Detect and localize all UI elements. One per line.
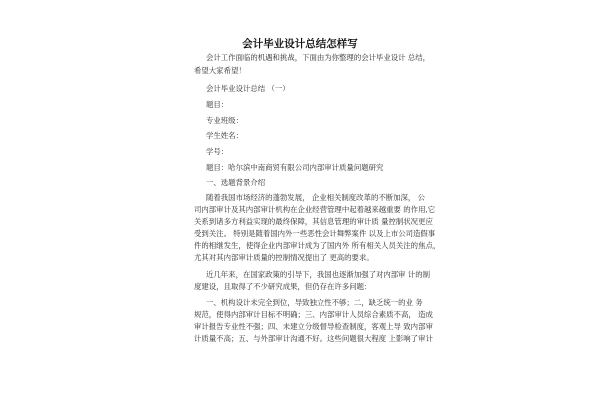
- section-heading: 会计毕业设计总结 （一）: [206, 84, 290, 93]
- field-student-name: 学生姓名：: [206, 131, 243, 140]
- paragraph-line: 近几年来，在国家政策的引导下，我国也逐渐加强了对内部审 计的制: [206, 270, 431, 279]
- paragraph-line: 计质量不高；五、与外部审计沟通不好。这些问题很大程度 上影响了审计: [194, 334, 433, 343]
- paragraph-line: 关系到诸多方利益实现的最终保障，其信息管理的审计质 量控制状况更应: [194, 217, 433, 226]
- field-class: 专业班级：: [206, 116, 243, 125]
- paragraph-line: 随着我国市场经济的蓬勃发展， 企业相关制度改革的不断加深， 公: [206, 193, 426, 202]
- paragraph-line: 规范，使得内部审计目标不明确；三、内部审计人员综合素质不高， 造成: [194, 310, 433, 319]
- document-title: 会计毕业设计总结怎样写: [242, 38, 358, 50]
- paragraph-line: 审计报告专业性不强；四、未建立分级督导检查制度，客观上导 致内部审: [194, 322, 433, 331]
- paragraph-line: 尤其对其内部审计质量的控制情况提出了 更高的要求。: [194, 253, 374, 262]
- intro-line-2: 希望大家希望！: [194, 66, 246, 75]
- intro-line-1: 会计工作面临的机遇和挑战，下面由为你整理的会计毕业设计 总结，: [206, 53, 431, 62]
- subheading-background: 一、选题背景介绍: [206, 178, 266, 187]
- paragraph-line: 件的相继发生，使得企业内部审计成为了国内外 所有相关人员关注的焦点，: [194, 241, 441, 250]
- paragraph-line: 司内部审计及其内部审计机构在企业经营管理中起着越来越重要 的作用,它: [194, 205, 436, 214]
- field-student-id: 学号：: [206, 147, 229, 156]
- paragraph-line: 度建设，且取得了不少研究成果，但仍存在许多问题：: [194, 282, 372, 291]
- paragraph-line: 一、机构设计未完全到位，导致独立性不够；二，缺乏统一的业 务: [206, 298, 423, 307]
- paragraph-line: 受到关注。 特别是随着国内外一些恶性会计舞弊案件 以及上市公司造假事: [194, 229, 436, 238]
- field-topic: 题目：: [206, 100, 229, 109]
- field-topic-filled: 题目：哈尔滨中南商贸有限公司内部审计质量问题研究: [206, 163, 384, 172]
